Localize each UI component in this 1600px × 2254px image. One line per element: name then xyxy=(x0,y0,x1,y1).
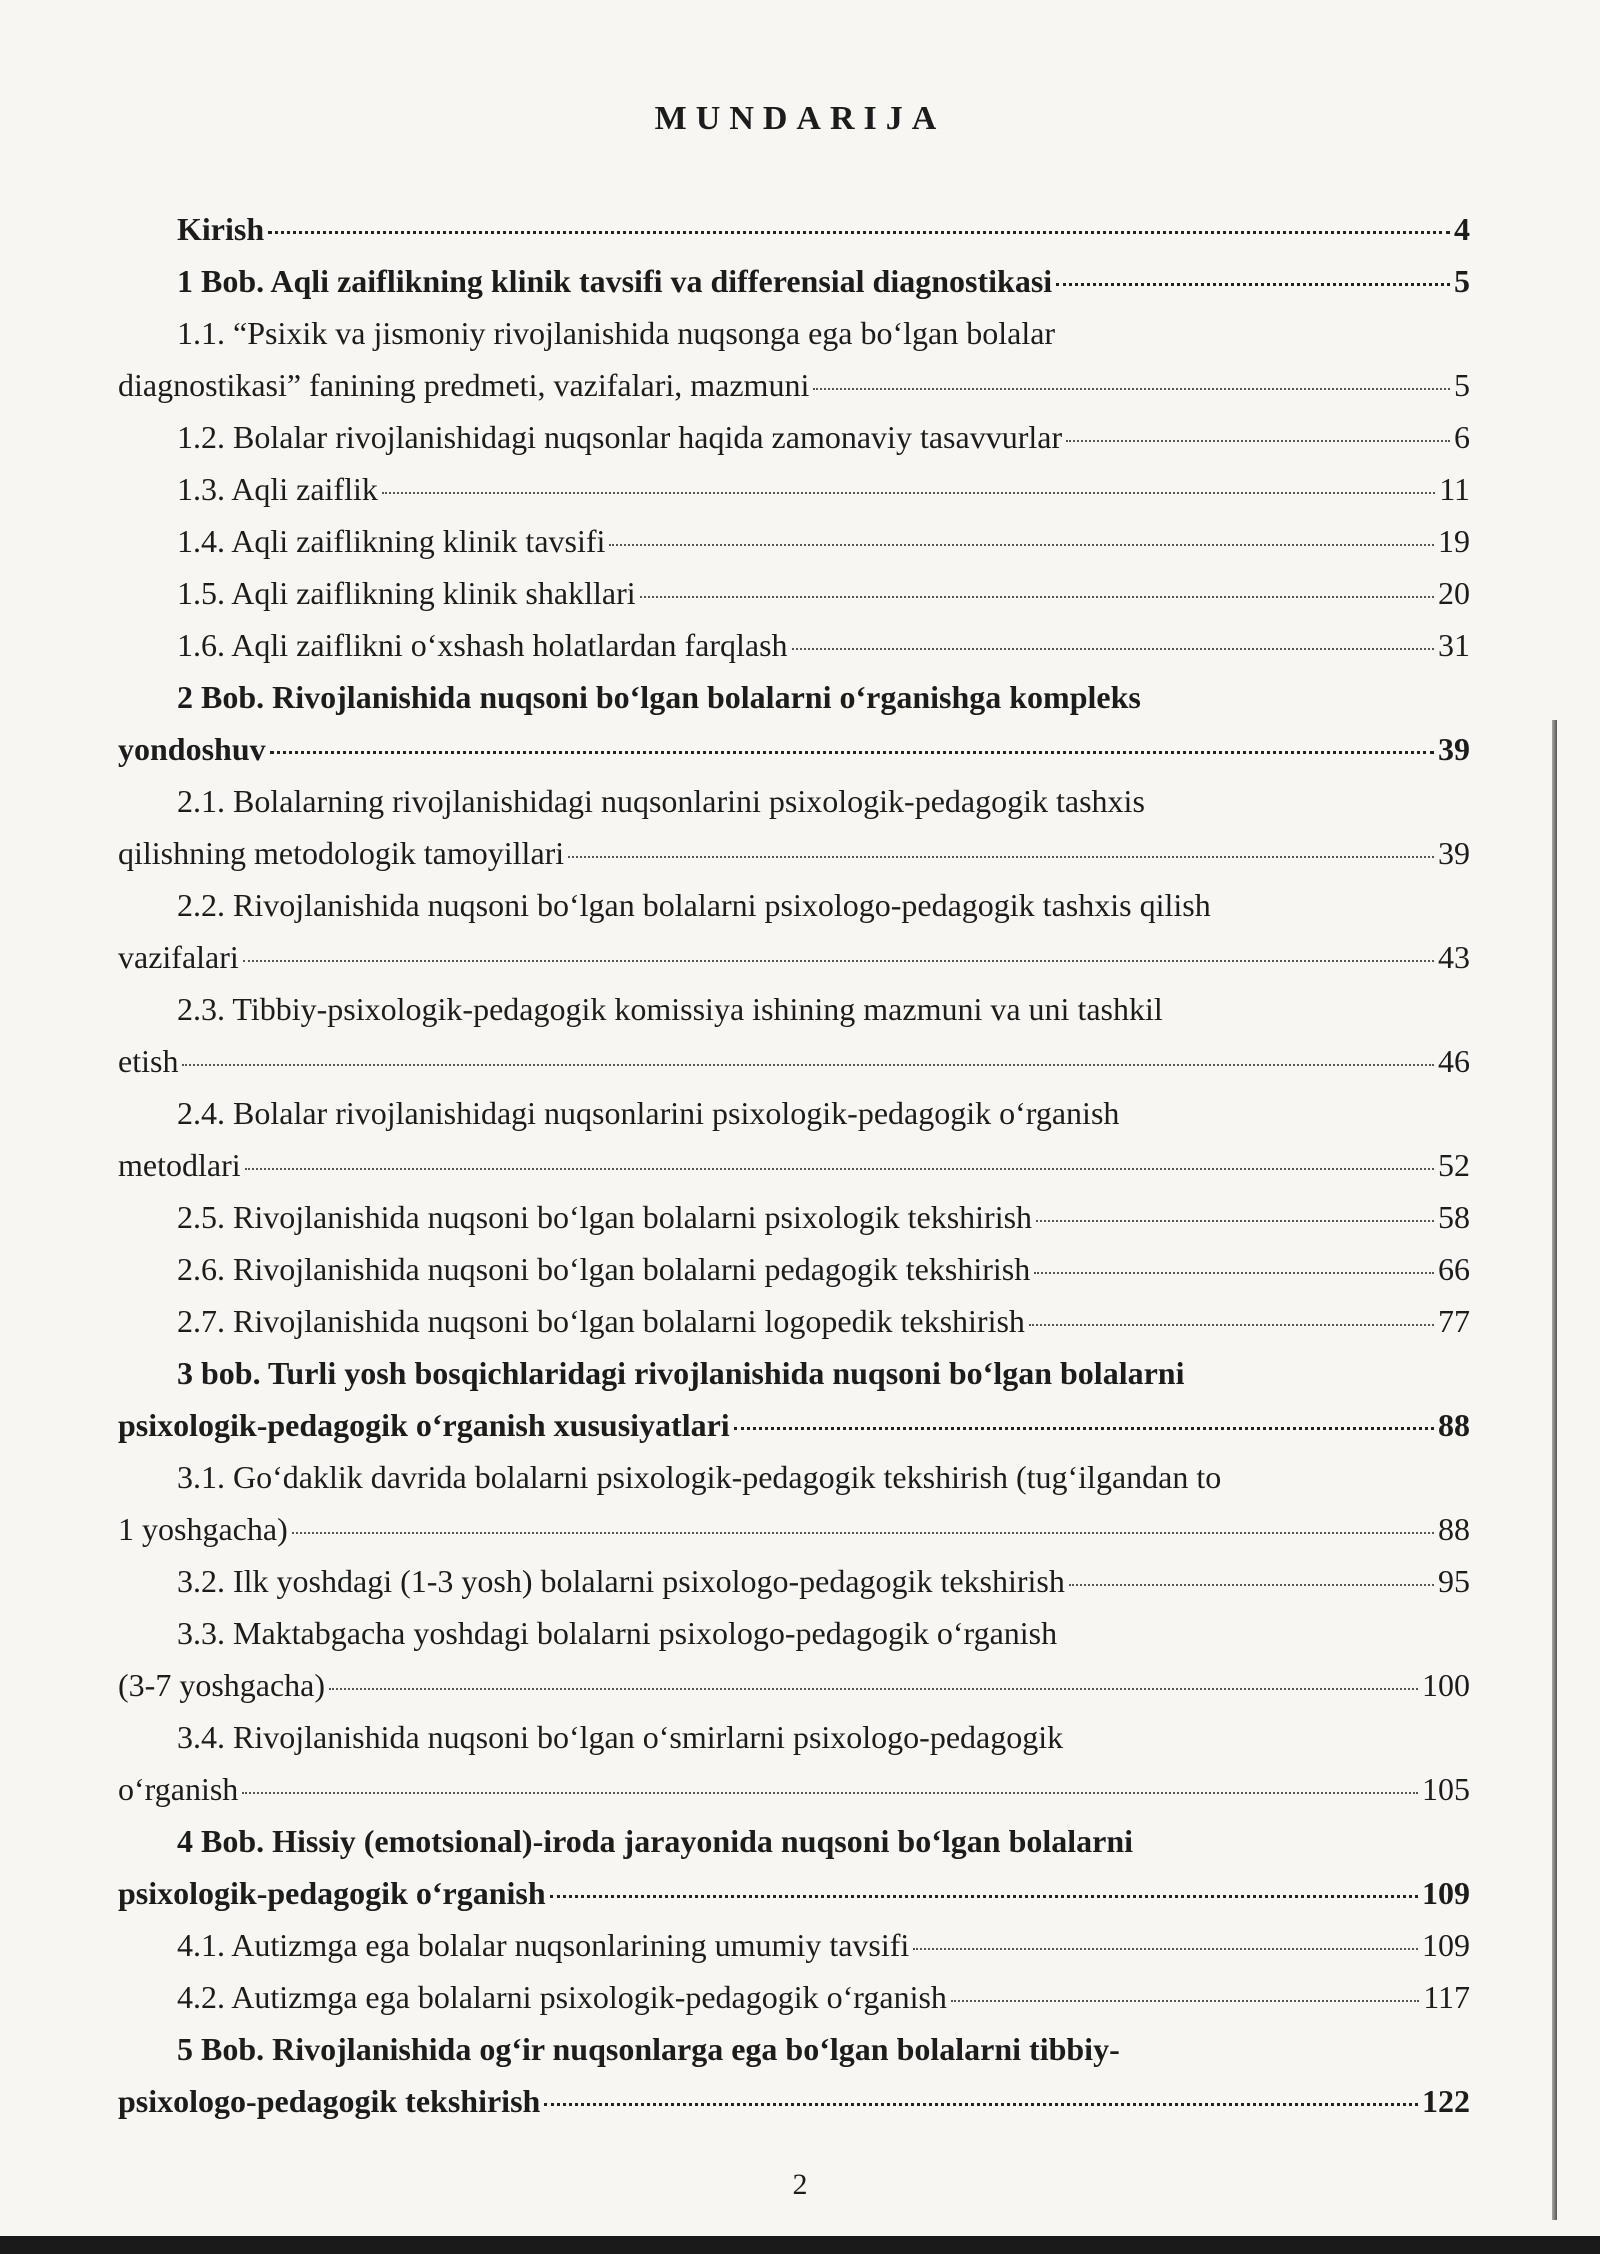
toc-page-number: 46 xyxy=(1438,1043,1470,1079)
toc-entry-title: 3.2. Ilk yoshdagi (1-3 yosh) bolalarni psixologo-pedagogik tekshirish xyxy=(177,1563,1065,1599)
page-edge-shadow xyxy=(1552,720,1557,2220)
toc-entry-title: 2.7. Rivojlanishida nuqsoni bo‘lgan bolalarni logopedik tekshirish xyxy=(177,1303,1025,1339)
dot-leader xyxy=(1069,1584,1434,1586)
toc-entry-title: 1 Bob. Aqli zaiflikning klinik tavsifi va differensial diagnostikasi xyxy=(177,263,1053,299)
dot-leader xyxy=(951,2000,1419,2002)
toc-entry-title: 3.4. Rivojlanishida nuqsoni bo‘lgan o‘smirlarni psixologo-pedagogik xyxy=(177,1719,1064,1755)
toc-entry-title-continued: etish xyxy=(118,1043,179,1079)
toc-chapter-entry xyxy=(118,2023,1470,2127)
toc-entry-title: 2.6. Rivojlanishida nuqsoni bo‘lgan bolalarni pedagogik tekshirish xyxy=(177,1251,1031,1287)
toc-section-entry xyxy=(118,879,1470,983)
toc-chapter-entry xyxy=(118,1815,1470,1919)
toc-page-number: 20 xyxy=(1438,575,1470,611)
toc-entry-title-continued: 1 yoshgacha) xyxy=(118,1511,288,1547)
toc-entry-title: 3 bob. Turli yosh bosqichlaridagi rivojlanishida nuqsoni bo‘lgan bolalarni xyxy=(177,1355,1185,1391)
toc-entry-title: 1.3. Aqli zaiflik xyxy=(177,471,378,507)
toc-page-number: 105 xyxy=(1422,1771,1470,1807)
toc-section-entry xyxy=(118,1087,1470,1191)
dot-leader xyxy=(609,544,1434,546)
dot-leader xyxy=(1036,1220,1434,1222)
toc-section-entry xyxy=(118,1607,1470,1711)
dot-leader xyxy=(245,1168,1434,1170)
toc-page-number: 58 xyxy=(1438,1199,1470,1235)
toc-section-entry xyxy=(118,1243,1470,1295)
dot-leader xyxy=(550,1895,1418,1898)
toc-page-number: 95 xyxy=(1438,1563,1470,1599)
dot-leader xyxy=(270,751,1434,754)
dot-leader xyxy=(792,648,1434,650)
toc-section-entry xyxy=(118,307,1470,411)
toc-section-entry xyxy=(118,411,1470,463)
toc-section-entry xyxy=(118,567,1470,619)
toc-page-number: 39 xyxy=(1438,835,1470,871)
toc-entry-title-continued: (3-7 yoshgacha) xyxy=(118,1667,326,1703)
toc-chapter-entry xyxy=(118,203,1470,255)
toc-page-number: 5 xyxy=(1454,367,1470,403)
toc-page-number: 19 xyxy=(1438,523,1470,559)
toc-page-number: 39 xyxy=(1438,731,1470,767)
toc-section-entry xyxy=(118,515,1470,567)
toc-entry-title: 2.4. Bolalar rivojlanishidagi nuqsonlarini psixologik-pedagogik o‘rganish xyxy=(177,1095,1120,1131)
toc-page-number: 109 xyxy=(1422,1875,1470,1911)
toc-entry-title: 3.1. Go‘daklik davrida bolalarni psixologik-pedagogik tekshirish (tug‘ilgandan to xyxy=(177,1459,1222,1495)
dot-leader xyxy=(568,856,1434,858)
toc-chapter-entry xyxy=(118,671,1470,775)
toc-entry-title: 1.5. Aqli zaiflikning klinik shakllari xyxy=(177,575,636,611)
toc-entry-title-continued: diagnostikasi” fanining predmeti, vazifalari, mazmuni xyxy=(118,367,810,403)
dot-leader xyxy=(544,2103,1418,2106)
dot-leader xyxy=(382,492,1435,494)
toc-entry-title: 1.1. “Psixik va jismoniy rivojlanishida nuqsonga ega bo‘lgan bolalar xyxy=(177,315,1056,351)
table-of-contents xyxy=(118,203,1470,2127)
toc-section-entry xyxy=(118,775,1470,879)
toc-entry-title: 2.3. Tibbiy-psixologik-pedagogik komissiya ishining mazmuni va uni tashkil xyxy=(177,991,1163,1027)
toc-entry-title: 2.2. Rivojlanishida nuqsoni bo‘lgan bolalarni psixologo-pedagogik tashxis qilish xyxy=(177,887,1211,923)
toc-page-number: 4 xyxy=(1454,211,1470,247)
toc-page-number: 100 xyxy=(1422,1667,1470,1703)
dot-leader xyxy=(813,388,1450,390)
toc-section-entry xyxy=(118,463,1470,515)
toc-entry-title-continued: psixologo-pedagogik tekshirish xyxy=(118,2083,541,2119)
toc-page-number: 6 xyxy=(1454,419,1470,455)
toc-section-entry xyxy=(118,1555,1470,1607)
dot-leader xyxy=(913,1948,1418,1950)
toc-chapter-entry xyxy=(118,1347,1470,1451)
toc-entry-title-continued: qilishning metodologik tamoyillari xyxy=(118,835,565,871)
dot-leader xyxy=(329,1688,1418,1690)
toc-page-number: 11 xyxy=(1439,471,1470,507)
dot-leader xyxy=(1066,440,1450,442)
toc-entry-title: Kirish xyxy=(177,211,265,247)
toc-entry-title-continued: yondoshuv xyxy=(118,731,266,767)
toc-section-entry xyxy=(118,1919,1470,1971)
toc-entry-title: 4 Bob. Hissiy (emotsional)-iroda jarayonida nuqsoni bo‘lgan bolalarni xyxy=(177,1823,1134,1859)
toc-entry-title: 1.4. Aqli zaiflikning klinik tavsifi xyxy=(177,523,606,559)
toc-page-number: 31 xyxy=(1438,627,1470,663)
dot-leader xyxy=(734,1427,1434,1430)
toc-entry-title: 1.2. Bolalar rivojlanishidagi nuqsonlar haqida zamonaviy tasavvurlar xyxy=(177,419,1063,455)
toc-page-number: 88 xyxy=(1438,1407,1470,1443)
toc-page-number: 117 xyxy=(1423,1979,1470,2015)
toc-entry-title: 5 Bob. Rivojlanishida og‘ir nuqsonlarga ega bo‘lgan bolalarni tibbiy- xyxy=(177,2031,1120,2067)
toc-entry-title: 2 Bob. Rivojlanishida nuqsoni bo‘lgan bolalarni o‘rganishga kompleks xyxy=(177,679,1141,715)
toc-chapter-entry xyxy=(118,255,1470,307)
toc-entry-title: 4.2. Autizmga ega bolalarni psixologik-pedagogik o‘rganish xyxy=(177,1979,947,2015)
dot-leader xyxy=(242,1792,1418,1794)
toc-page-number: 77 xyxy=(1438,1303,1470,1339)
toc-entry-title-continued: vazifalari xyxy=(118,939,239,975)
toc-section-entry xyxy=(118,1711,1470,1815)
toc-entry-title: 4.1. Autizmga ega bolalar nuqsonlarining umumiy tavsifi xyxy=(177,1927,910,1963)
toc-entry-title-continued: o‘rganish xyxy=(118,1771,239,1807)
dot-leader xyxy=(1056,283,1450,286)
dot-leader xyxy=(640,596,1434,598)
toc-section-entry xyxy=(118,983,1470,1087)
toc-entry-title: 3.3. Maktabgacha yoshdagi bolalarni psixologo-pedagogik o‘rganish xyxy=(177,1615,1058,1651)
toc-entry-title-continued: psixologik-pedagogik o‘rganish xususiyatlari xyxy=(118,1407,730,1443)
toc-entry-title: 2.1. Bolalarning rivojlanishidagi nuqsonlarini psixologik-pedagogik tashxis xyxy=(177,783,1145,819)
toc-page-number: 109 xyxy=(1422,1927,1470,1963)
toc-entry-title: 2.5. Rivojlanishida nuqsoni bo‘lgan bolalarni psixologik tekshirish xyxy=(177,1199,1033,1235)
dot-leader xyxy=(292,1532,1434,1534)
toc-entry-title-continued: metodlari xyxy=(118,1147,241,1183)
toc-page-number: 88 xyxy=(1438,1511,1470,1547)
page-title: MUNDARIJA xyxy=(654,100,946,137)
toc-page-number: 43 xyxy=(1438,939,1470,975)
toc-entry-title: 1.6. Aqli zaiflikni o‘xshash holatlardan farqlash xyxy=(177,627,788,663)
toc-section-entry xyxy=(118,1451,1470,1555)
toc-section-entry xyxy=(118,1295,1470,1347)
dot-leader xyxy=(182,1064,1434,1066)
toc-entry-title-continued: psixologik-pedagogik o‘rganish xyxy=(118,1875,546,1911)
page-number: 2 xyxy=(792,2168,808,2201)
toc-section-entry xyxy=(118,1191,1470,1243)
dot-leader xyxy=(243,960,1434,962)
toc-page-number: 52 xyxy=(1438,1147,1470,1183)
dot-leader xyxy=(1029,1324,1434,1326)
scan-bottom-edge xyxy=(0,2236,1600,2254)
toc-page-number: 66 xyxy=(1438,1251,1470,1287)
toc-page-number: 5 xyxy=(1454,263,1470,299)
dot-leader xyxy=(1034,1272,1434,1274)
toc-section-entry xyxy=(118,1971,1470,2023)
toc-page-number: 122 xyxy=(1422,2083,1470,2119)
dot-leader xyxy=(268,231,1450,234)
toc-section-entry xyxy=(118,619,1470,671)
